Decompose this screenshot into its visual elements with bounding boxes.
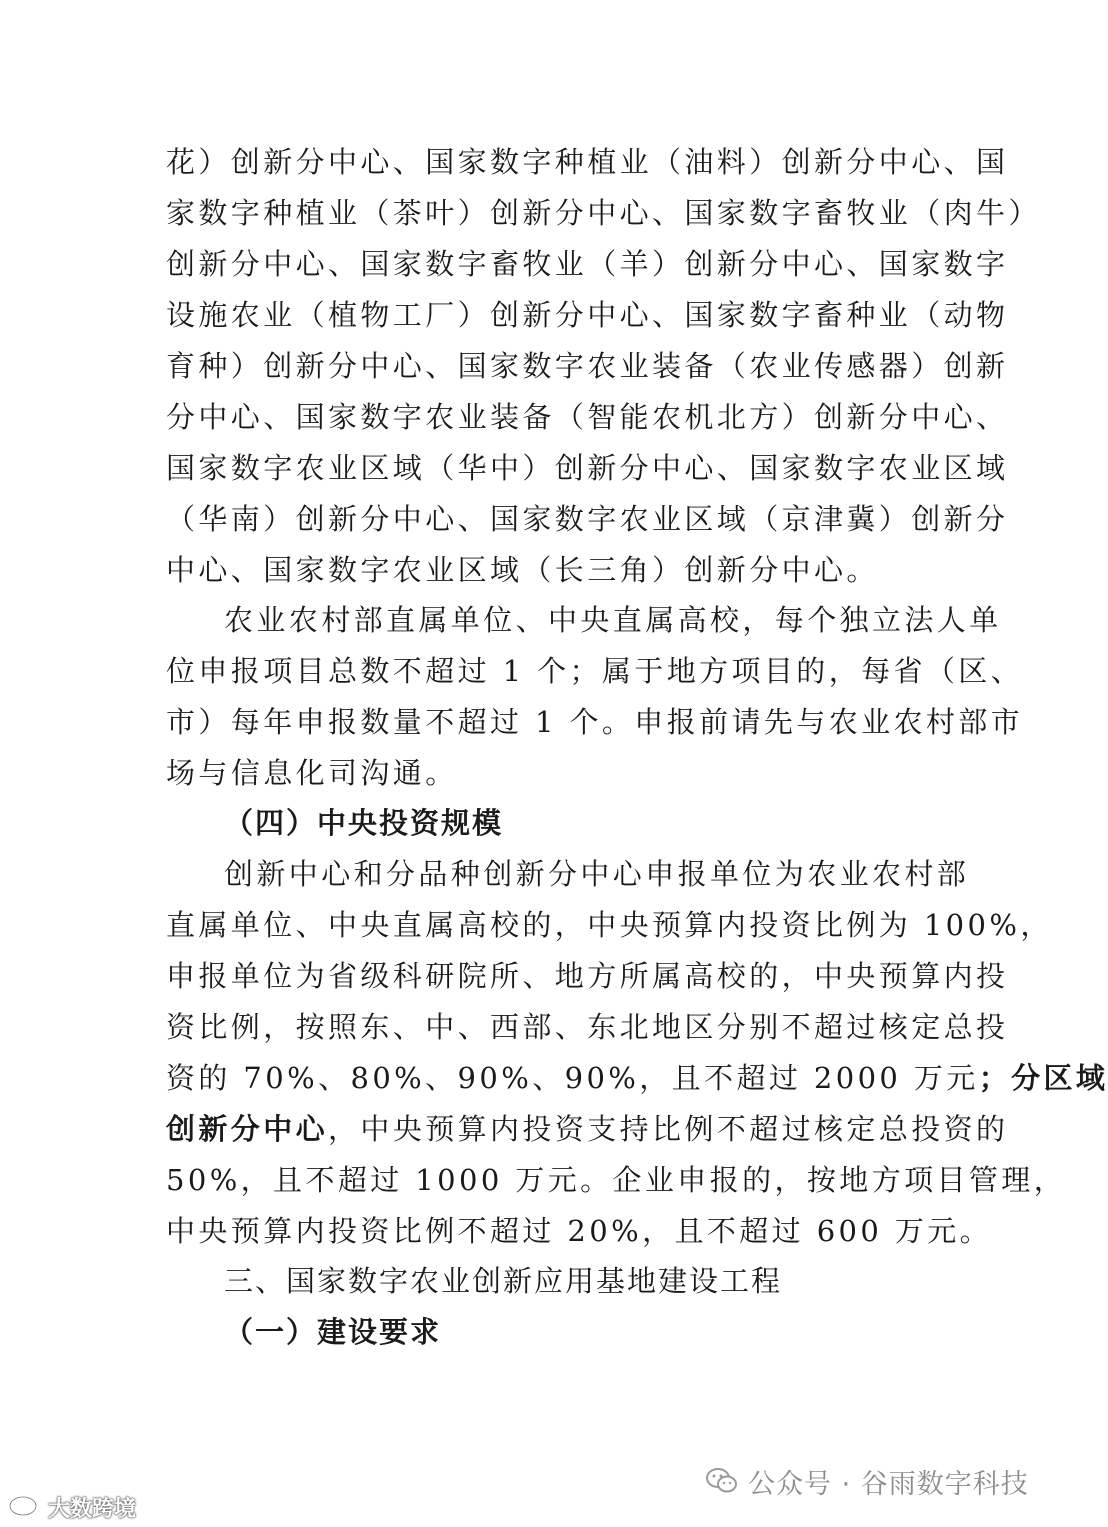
paragraph-line: 场与信息化司沟通。 xyxy=(166,756,458,790)
weibo-icon xyxy=(8,1491,42,1523)
paragraph-line: 农业农村部直属单位、中央直属高校，每个独立法人单 xyxy=(224,603,1002,637)
paragraph-line: 中心、国家数字农业区域（长三角）创新分中心。 xyxy=(166,553,879,587)
paragraph-line: 育种）创新分中心、国家数字农业装备（农业传感器）创新 xyxy=(166,349,1009,383)
paragraph-line: 直属单位、中央直属高校的，中央预算内投资比例为 100%， xyxy=(166,908,1053,942)
chapter-heading: 三、国家数字农业创新应用基地建设工程 xyxy=(224,1264,783,1298)
bold-text: 创新分中心 xyxy=(166,1112,329,1146)
paragraph-line: 创新分中心、国家数字畜牧业（羊）创新分中心、国家数字 xyxy=(166,247,1009,281)
paragraph-line: 中央预算内投资比例不超过 20%，且不超过 600 万元。 xyxy=(166,1214,993,1248)
section-heading: （一）建设要求 xyxy=(224,1315,442,1349)
paragraph-line: 分中心、国家数字农业装备（智能农机北方）创新分中心、 xyxy=(166,400,1009,434)
paragraph-line: 花）创新分中心、国家数字种植业（油料）创新分中心、国 xyxy=(166,145,1009,179)
paragraph-line: （华南）创新分中心、国家数字农业区域（京津冀）创新分 xyxy=(166,502,1009,536)
bold-text: ；分区域 xyxy=(978,1061,1108,1095)
paragraph-line: 位申报项目总数不超过 1 个；属于地方项目的，每省（区、 xyxy=(166,654,1024,688)
paragraph-line xyxy=(166,1103,1009,1155)
paragraph-line: 创新中心和分品种创新分中心申报单位为农业农村部 xyxy=(224,857,970,891)
paragraph-line: 申报单位为省级科研院所、地方所属高校的，中央预算内投 xyxy=(166,959,1009,993)
paragraph-line: 国家数字农业区域（华中）创新分中心、国家数字农业区域 xyxy=(166,451,1009,485)
paragraph-line: 市）每年申报数量不超过 1 个。申报前请先与农业农村部市 xyxy=(166,705,1024,739)
paragraph-line xyxy=(166,1052,1108,1104)
paragraph-line: 50%，且不超过 1000 万元。企业申报的，按地方项目管理， xyxy=(166,1163,1067,1197)
wechat-watermark xyxy=(706,1463,1029,1499)
line-text: 资的 70%、80%、90%、90%，且不超过 2000 万元 xyxy=(166,1061,979,1095)
paragraph-line: 资比例，按照东、中、西部、东北地区分别不超过核定总投 xyxy=(166,1010,1009,1044)
paragraph-line: 家数字种植业（茶叶）创新分中心、国家数字畜牧业（肉牛） xyxy=(166,196,1041,230)
paragraph-line: 设施农业（植物工厂）创新分中心、国家数字畜种业（动物 xyxy=(166,298,1009,332)
wechat-icon xyxy=(706,1467,738,1495)
corner-mark-text: 大数跨境 xyxy=(48,1496,137,1522)
watermark-text: 公众号 · 谷雨数字科技 xyxy=(748,1468,1029,1500)
section-heading: （四）中央投资规模 xyxy=(224,806,504,840)
corner-watermark xyxy=(8,1492,136,1522)
line-text: ，中央预算内投资支持比例不超过核定总投资的 xyxy=(328,1112,1009,1146)
